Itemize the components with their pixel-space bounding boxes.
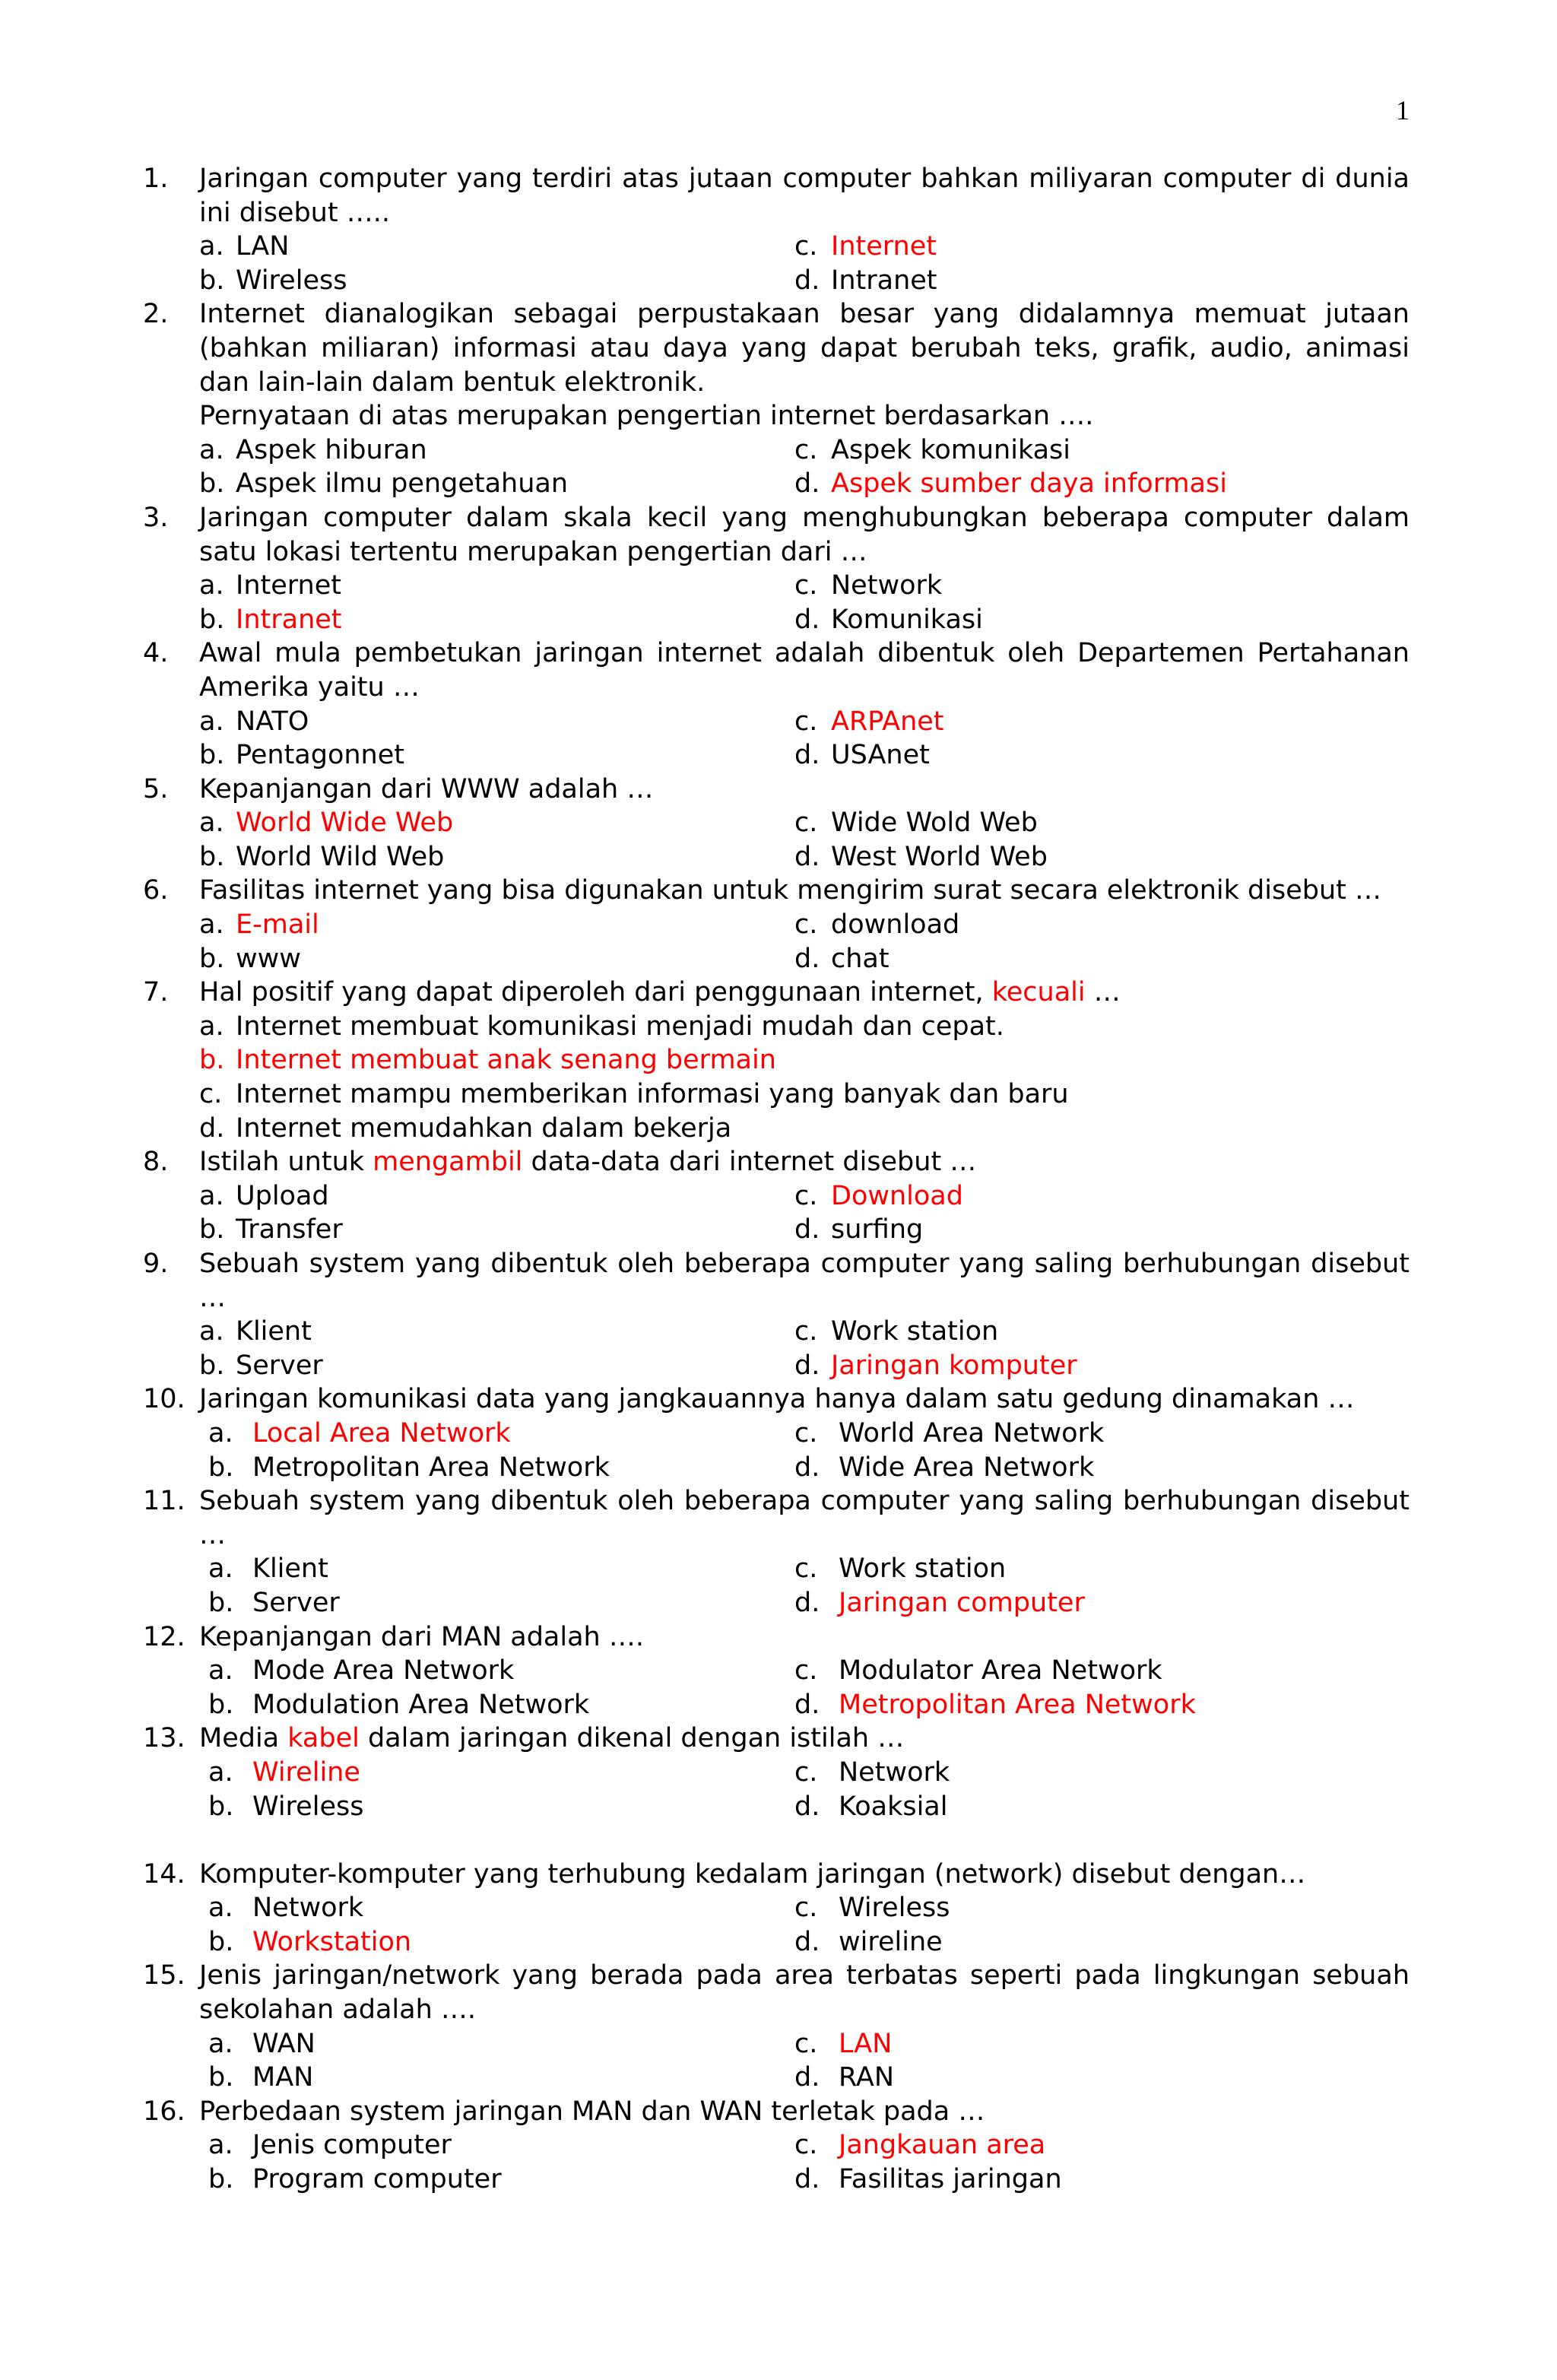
answer-option [199, 433, 794, 468]
question-number: 1. [143, 163, 169, 194]
option-text: E-mail [236, 909, 319, 941]
option-text: Aspek sumber daya informasi [831, 468, 1227, 500]
answer-option [199, 569, 794, 603]
option-letter: b. [199, 943, 225, 974]
option-letter: b. [199, 1045, 225, 1076]
option-text: Network [252, 1893, 364, 1924]
option-letter: d. [794, 265, 820, 296]
option-text: World Area Network [839, 1417, 1105, 1449]
option-text: Download [831, 1180, 963, 1211]
option-letter: c. [794, 706, 818, 737]
answer-options [199, 1891, 1410, 1959]
question-item [143, 636, 1410, 772]
option-letter: b. [208, 1689, 234, 1720]
option-text: Internet membuat komunikasi menjadi mudah dan cepat. [236, 1011, 1004, 1042]
answer-option [208, 1552, 794, 1586]
question-number: 4. [143, 638, 169, 669]
option-text: Jangkauan area [839, 2130, 1046, 2161]
question-text-segment: Komputer-komputer yang terhubung kedalam jaringan (network) disebut dengan… [199, 1858, 1306, 1890]
answer-options [199, 569, 1410, 636]
answer-option [208, 1688, 794, 1722]
option-text: Internet [831, 231, 937, 262]
option-text: chat [831, 943, 889, 974]
option-text: MAN [252, 2062, 314, 2093]
option-text: Intranet [831, 265, 937, 296]
option-letter: c. [794, 1180, 818, 1211]
answer-option [794, 942, 1410, 976]
answer-option [199, 1010, 1410, 1044]
option-text: Transfer [236, 1214, 343, 1246]
question-number: 11. [143, 1486, 186, 1517]
option-text: Jaringan computer [839, 1587, 1085, 1618]
answer-option-correct [199, 603, 794, 637]
option-letter: c. [794, 1655, 818, 1687]
answer-option [794, 569, 1410, 603]
answer-option [208, 2163, 794, 2197]
option-letter: a. [208, 2130, 233, 2161]
option-letter: d. [199, 1112, 225, 1144]
option-letter: c. [794, 909, 818, 941]
answer-option [208, 1790, 794, 1824]
question-item [143, 1145, 1410, 1247]
option-letter: c. [794, 2028, 818, 2059]
question-item [143, 2095, 1410, 2197]
option-letter: a. [199, 909, 224, 941]
answer-option-correct [794, 1586, 1410, 1620]
option-text: West World Web [831, 841, 1048, 872]
question-text-segment: Jaringan computer dalam skala kecil yang menghubungkan beberapa computer dalam satu lokasi tertentu merupakan pengertian dari … [199, 502, 1410, 567]
answer-options [199, 1315, 1410, 1382]
question-text-segment: … [1085, 977, 1121, 1008]
answer-options [199, 2128, 1410, 2196]
answer-option-correct [208, 1756, 794, 1790]
answer-option [794, 603, 1410, 637]
answer-option-correct [208, 1925, 794, 1960]
option-text: Fasilitas jaringan [839, 2164, 1062, 2195]
option-text: WAN [252, 2028, 316, 2059]
option-letter: d. [794, 1214, 820, 1246]
spacer [143, 1823, 1410, 1858]
question-text-segment: Media [199, 1723, 288, 1754]
question-list [143, 162, 1410, 2197]
answer-option-correct [199, 908, 794, 942]
question-item [143, 773, 1410, 874]
option-text: Work station [839, 1553, 1007, 1585]
option-letter: d. [794, 1350, 820, 1381]
answer-option [794, 264, 1410, 298]
option-letter: c. [794, 808, 818, 839]
question-text-segment: Perbedaan system jaringan MAN dan WAN terletak pada … [199, 2096, 985, 2127]
question-text-segment: Jaringan komunikasi data yang jangkauannya hanya dalam satu gedung dinamakan … [199, 1384, 1355, 1415]
answer-options [199, 1654, 1410, 1722]
option-letter: b. [208, 2164, 234, 2195]
question-item [143, 976, 1410, 1145]
question-number: 13. [143, 1723, 186, 1754]
answer-options [199, 1010, 1410, 1145]
question-text-segment: Hal positif yang dapat diperoleh dari penggunaan internet, [199, 977, 992, 1008]
option-text: Klient [252, 1553, 328, 1585]
question-number: 2. [143, 299, 169, 330]
option-letter: a. [208, 1553, 233, 1585]
question-item [143, 1959, 1410, 2094]
option-letter: d. [794, 468, 820, 500]
question-text-segment: Jenis jaringan/network yang berada pada area terbatas seperti pada lingkungan sebuah sekolahan adalah …. [199, 1960, 1410, 2026]
answer-option [794, 1451, 1410, 1485]
question-item [143, 297, 1410, 501]
option-text: Intranet [236, 604, 342, 635]
question-text-segment: Sebuah system yang dibentuk oleh beberapa computer yang saling berhubungan disebut … [199, 1249, 1410, 1313]
option-letter: b. [208, 1587, 234, 1618]
answer-option-correct [794, 230, 1410, 264]
answer-option-correct [794, 2027, 1410, 2061]
option-letter: b. [199, 1214, 225, 1246]
option-letter: c. [794, 1756, 818, 1788]
question-text [199, 1382, 1410, 1417]
answer-options [199, 1179, 1410, 1247]
option-letter: d. [794, 2062, 820, 2093]
answer-options [199, 705, 1410, 773]
answer-option [199, 1179, 794, 1214]
question-text-segment: Sebuah system yang dibentuk oleh beberapa computer yang saling berhubungan disebut … [199, 1486, 1410, 1550]
answer-option [794, 1552, 1410, 1586]
option-letter: d. [794, 841, 820, 872]
answer-option [794, 1213, 1410, 1247]
option-letter: c. [199, 1079, 223, 1110]
answer-option [199, 1349, 794, 1383]
option-text: Server [252, 1587, 340, 1618]
option-text: Workstation [252, 1926, 412, 1957]
answer-option [199, 1112, 1410, 1146]
question-item [143, 1620, 1410, 1722]
option-letter: c. [794, 1553, 818, 1585]
answer-option [208, 1586, 794, 1620]
question-text [199, 1484, 1410, 1552]
question-text [199, 1858, 1410, 1892]
question-text-segment: data-data dari internet disebut … [522, 1147, 977, 1178]
question-text [199, 874, 1410, 908]
question-text [199, 773, 1410, 807]
option-text: Pentagonnet [236, 740, 404, 771]
answer-option [794, 1417, 1410, 1451]
option-letter: a. [208, 1417, 233, 1449]
option-letter: a. [199, 706, 224, 737]
question-text-segment: Awal mula pembetukan jaringan internet adalah dibentuk oleh Departemen Pertahanan Amerika yaitu … [199, 638, 1410, 703]
answer-option-correct [794, 1349, 1410, 1383]
question-number: 8. [143, 1147, 169, 1178]
option-letter: b. [208, 2062, 234, 2093]
option-text: Jenis computer [252, 2130, 452, 2161]
option-text: Internet memudahkan dalam bekerja [236, 1112, 732, 1144]
option-letter: a. [199, 231, 224, 262]
question-text [199, 1722, 1410, 1756]
question-text [199, 636, 1410, 704]
answer-option [794, 1654, 1410, 1688]
answer-option [208, 1451, 794, 1485]
question-text [199, 162, 1410, 230]
question-number: 14. [143, 1858, 186, 1890]
option-text: Klient [236, 1316, 312, 1347]
option-text: Program computer [252, 2164, 502, 2195]
option-text: Local Area Network [252, 1417, 511, 1449]
question-item [143, 1382, 1410, 1484]
answer-option [199, 1213, 794, 1247]
option-letter: a. [208, 1756, 233, 1788]
answer-options [199, 433, 1410, 501]
question-item [143, 874, 1410, 976]
option-text: Wireless [252, 1791, 364, 1822]
option-letter: a. [199, 1180, 224, 1211]
highlighted-keyword: kabel [287, 1723, 360, 1754]
option-letter: b. [208, 1926, 234, 1957]
option-text: www [236, 943, 301, 974]
option-letter: d. [794, 604, 820, 635]
answer-option [199, 942, 794, 976]
option-letter: a. [199, 808, 224, 839]
option-letter: c. [794, 2130, 818, 2161]
option-letter: d. [794, 1791, 820, 1822]
option-letter: b. [199, 468, 225, 500]
answer-option [794, 806, 1410, 840]
option-text: Metropolitan Area Network [252, 1452, 610, 1483]
option-letter: d. [794, 740, 820, 771]
question-text-segment: Fasilitas internet yang bisa digunakan untuk mengirim surat secara elektronik disebut … [199, 875, 1381, 906]
answer-option [794, 2061, 1410, 2095]
answer-option-correct [794, 1179, 1410, 1214]
answer-option [208, 1891, 794, 1925]
question-number: 12. [143, 1621, 186, 1652]
answer-option [794, 908, 1410, 942]
option-letter: a. [199, 434, 224, 465]
question-number: 3. [143, 502, 169, 533]
option-letter: c. [794, 1316, 818, 1347]
question-number: 10. [143, 1384, 186, 1415]
answer-options [199, 1552, 1410, 1620]
option-letter: b. [208, 1452, 234, 1483]
answer-option [199, 467, 794, 501]
option-text: Koaksial [839, 1791, 948, 1822]
option-letter: d. [794, 2164, 820, 2195]
option-letter: d. [794, 1452, 820, 1483]
option-text: Aspek ilmu pengetahuan [236, 468, 569, 500]
question-number: 5. [143, 773, 169, 804]
option-text: Wireless [236, 265, 347, 296]
question-item [143, 1858, 1410, 1960]
option-text: Server [236, 1350, 323, 1381]
option-letter: d. [794, 1689, 820, 1720]
option-letter: c. [794, 231, 818, 262]
option-text: Network [831, 570, 943, 601]
answer-option [199, 738, 794, 773]
answer-options [199, 908, 1410, 976]
option-letter: c. [794, 434, 818, 465]
option-letter: b. [199, 1350, 225, 1381]
answer-options [199, 806, 1410, 874]
option-letter: c. [794, 570, 818, 601]
option-letter: c. [794, 1893, 818, 1924]
option-text: ARPAnet [831, 706, 944, 737]
answer-options [199, 230, 1410, 297]
answer-option [208, 2128, 794, 2163]
option-text: World Wild Web [236, 841, 445, 872]
highlighted-keyword: mengambil [373, 1147, 523, 1178]
question-text [199, 1959, 1410, 2026]
page-number: 1 [1396, 95, 1410, 125]
question-text-segment: Jaringan computer yang terdiri atas jutaan computer bahkan miliyaran computer di dunia ini disebut ….. [199, 163, 1410, 228]
question-text-segment: Kepanjangan dari MAN adalah …. [199, 1621, 644, 1652]
question-text-segment: dalam jaringan dikenal dengan istilah … [359, 1723, 905, 1754]
question-text [199, 297, 1410, 399]
option-text: Modulator Area Network [839, 1655, 1162, 1687]
option-letter: b. [199, 841, 225, 872]
option-text: Komunikasi [831, 604, 983, 635]
option-text: Internet [236, 570, 341, 601]
answer-option [208, 1654, 794, 1688]
question-text-segment: Istilah untuk [199, 1147, 373, 1178]
option-letter: d. [794, 943, 820, 974]
option-text: Jaringan komputer [831, 1350, 1077, 1381]
answer-option-correct [794, 467, 1410, 501]
question-item [143, 162, 1410, 297]
question-text [199, 1247, 1410, 1315]
answer-option [794, 1891, 1410, 1925]
option-letter: a. [199, 1011, 224, 1042]
option-letter: b. [199, 265, 225, 296]
option-text: Modulation Area Network [252, 1689, 590, 1720]
answer-option [794, 1756, 1410, 1790]
highlighted-keyword: kecuali [991, 977, 1086, 1008]
option-text: Network [839, 1756, 950, 1788]
option-text: Aspek komunikasi [831, 434, 1070, 465]
question-text [199, 501, 1410, 569]
answer-option [199, 1315, 794, 1349]
answer-option [199, 1077, 1410, 1112]
option-letter: d. [794, 1587, 820, 1618]
option-text: World Wide Web [236, 808, 454, 839]
option-text: Wide Wold Web [831, 808, 1038, 839]
answer-option [794, 1790, 1410, 1824]
answer-option [794, 1315, 1410, 1349]
question-text-segment: Internet dianalogikan sebagai perpustakaan besar yang didalamnya memuat jutaan (bahkan miliaran) informasi atau daya yang dapat berubah teks, grafik, audio, animasi dan lain-lain dalam bentuk elektronik. [199, 299, 1410, 398]
question-number: 6. [143, 875, 169, 906]
question-number: 15. [143, 1960, 186, 1991]
option-text: Upload [236, 1180, 329, 1211]
option-letter: a. [199, 1316, 224, 1347]
option-text: Mode Area Network [252, 1655, 515, 1687]
answer-option [199, 840, 794, 874]
option-text: surfing [831, 1214, 924, 1246]
option-text: Wireline [252, 1756, 360, 1788]
option-text: USAnet [831, 740, 930, 771]
answer-option [794, 2163, 1410, 2197]
answer-option [199, 264, 794, 298]
option-letter: a. [208, 1893, 233, 1924]
answer-option-correct [794, 2128, 1410, 2163]
option-letter: d. [794, 1926, 820, 1957]
answer-option [199, 705, 794, 739]
option-letter: a. [199, 570, 224, 601]
option-text: wireline [839, 1926, 943, 1957]
option-letter: a. [208, 1655, 233, 1687]
answer-option [208, 2061, 794, 2095]
answer-option [794, 1925, 1410, 1960]
option-text: RAN [839, 2062, 895, 2093]
answer-option-correct [208, 1417, 794, 1451]
answer-options [199, 1417, 1410, 1484]
option-text: LAN [236, 231, 290, 262]
option-letter: b. [199, 604, 225, 635]
answer-options [199, 2027, 1410, 2095]
option-letter: c. [794, 1417, 818, 1449]
question-text-segment: Kepanjangan dari WWW adalah … [199, 773, 654, 804]
answer-option [208, 2027, 794, 2061]
option-text: LAN [839, 2028, 893, 2059]
answer-option [794, 738, 1410, 773]
question-text [199, 1145, 1410, 1179]
answer-option [794, 433, 1410, 468]
answer-option-correct [199, 806, 794, 840]
question-number: 16. [143, 2096, 186, 2127]
option-text: download [831, 909, 960, 941]
question-text [199, 976, 1410, 1010]
answer-option [794, 840, 1410, 874]
question-item [143, 1247, 1410, 1382]
answer-option [199, 230, 794, 264]
question-number: 9. [143, 1249, 169, 1279]
option-text: Internet mampu memberikan informasi yang banyak dan baru [236, 1079, 1069, 1110]
question-number: 7. [143, 977, 169, 1008]
option-letter: b. [199, 740, 225, 771]
question-item [143, 1484, 1410, 1620]
question-prompt: Pernyataan di atas merupakan pengertian internet berdasarkan …. [199, 401, 1094, 432]
option-letter: a. [208, 2028, 233, 2059]
question-item [143, 1722, 1410, 1823]
option-text: Metropolitan Area Network [839, 1689, 1196, 1720]
option-text: Wide Area Network [839, 1452, 1095, 1483]
question-text [199, 1620, 1410, 1655]
answer-option-correct [794, 1688, 1410, 1722]
answer-option-correct [794, 705, 1410, 739]
question-item [143, 501, 1410, 636]
option-text: Aspek hiburan [236, 434, 427, 465]
option-text: Work station [831, 1316, 999, 1347]
option-text: Wireless [839, 1893, 950, 1924]
option-letter: b. [208, 1791, 234, 1822]
answer-option-correct [199, 1043, 1410, 1077]
option-text: Internet membuat anak senang bermain [236, 1045, 776, 1076]
answer-options [199, 1756, 1410, 1823]
question-text [199, 2095, 1410, 2129]
option-text: NATO [236, 706, 309, 737]
